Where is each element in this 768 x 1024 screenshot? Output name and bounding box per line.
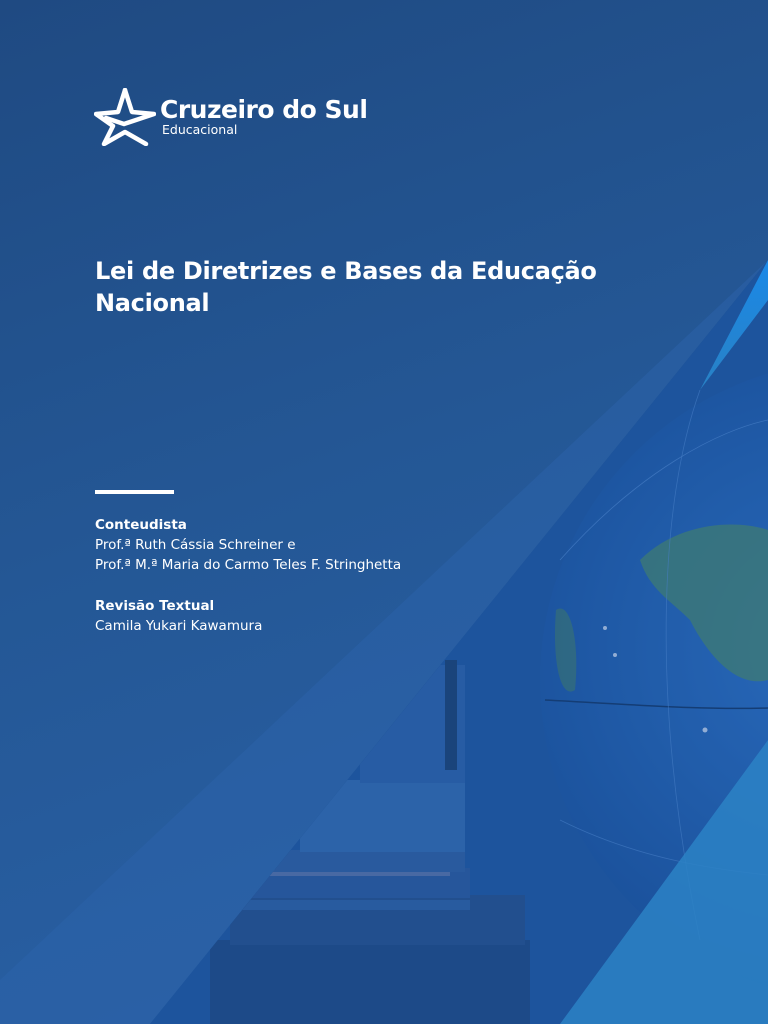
author-line: Prof.ª M.ª Maria do Carmo Teles F. Stringhetta — [95, 557, 402, 573]
star-logo-icon — [94, 88, 156, 146]
author-label: Conteudista — [95, 517, 187, 533]
reviewer-name: Camila Yukari Kawamura — [95, 618, 263, 634]
review-label: Revisão Textual — [95, 598, 215, 614]
brand-logo — [94, 88, 367, 146]
brand-subtitle: Educacional — [162, 122, 238, 138]
credits-block — [95, 515, 401, 636]
author-line: Prof.ª Ruth Cássia Schreiner e — [95, 537, 296, 553]
brand-name: Cruzeiro do Sul — [160, 95, 368, 125]
title-divider — [95, 490, 174, 494]
document-title: Lei de Diretrizes e Bases da Educação Nacional — [95, 257, 597, 317]
review-group — [95, 596, 401, 636]
author-group — [95, 515, 401, 575]
